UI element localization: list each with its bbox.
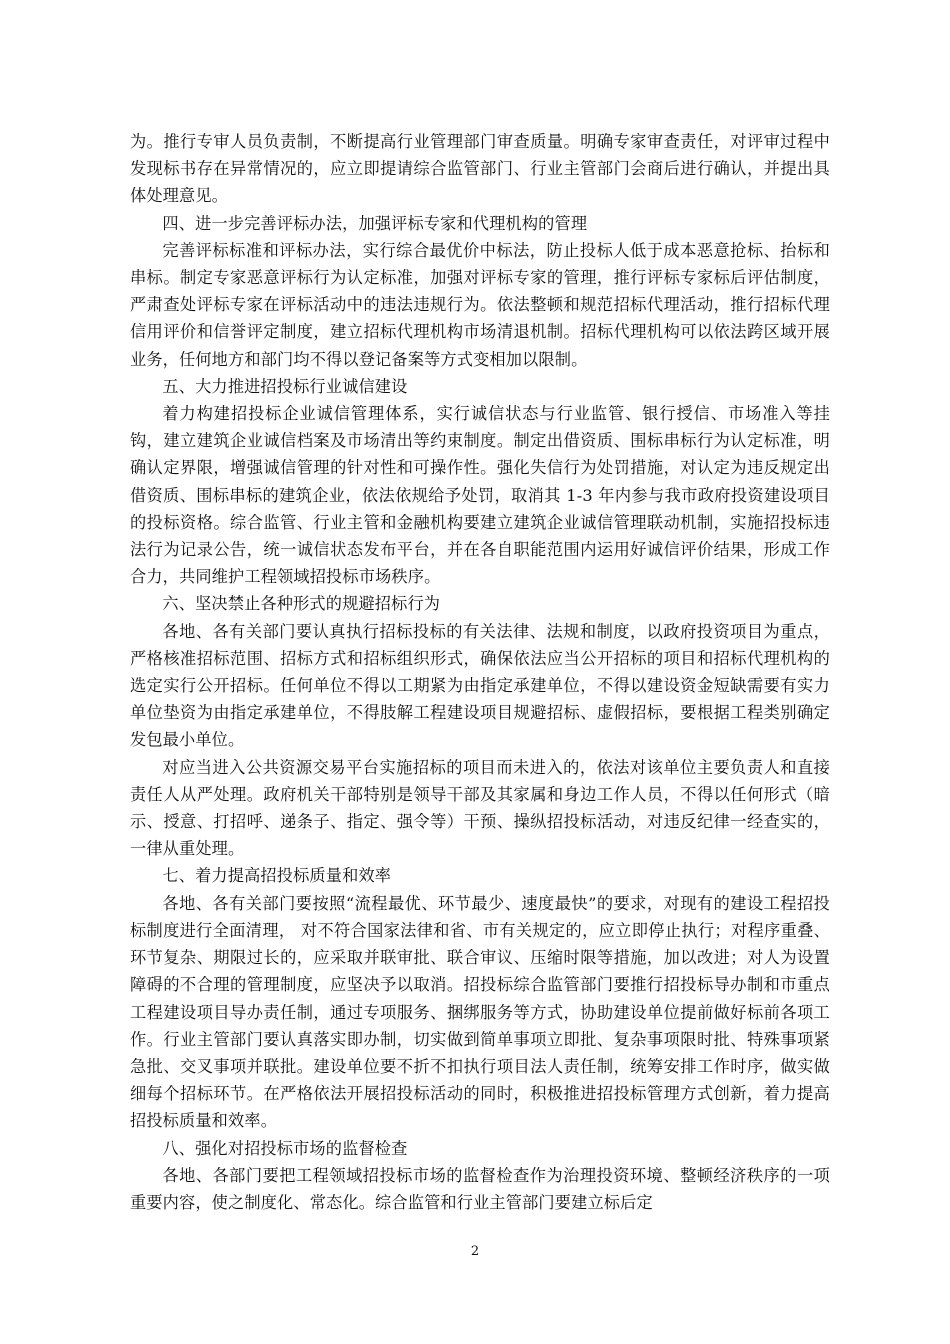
paragraph: 完善评标标准和评标办法，实行综合最优价中标法，防止投标人低于成本恶意抢标、抬标和串标。制定专家恶意评标行为认定标准，加强对评标专家的管理，推行评标专家标后评估制度，严肃查处评标专家在评标活动中的违法违规行为。依法整顿和规范招标代理活动，推行招标代理信用评价和信誉评定制度，建立招标代理机构市场清退机制。招标代理机构可以依法跨区域开展业务，任何地方和部门均不得以登记备案等方式变相加以限制。 (130, 240, 830, 369)
section-heading-4: 四、进一步完善评标办法，加强评标专家和代理机构的管理 (162, 213, 588, 233)
paragraph: 各地、各部门要把工程领域招投标市场的监督检查作为治理投资环境、整顿经济秩序的一项重要内容，使之制度化、常态化。综合监管和行业主管部门要建立标后定 (130, 1165, 830, 1212)
section-heading-7: 七、着力提高招投标质量和效率 (162, 866, 392, 886)
paragraph: 各地、各有关部门要按照“流程最优、环节最少、速度最快”的要求，对现有的建设工程招投标制度进行全面清理， 对不符合国家法律和省、市有关规定的，应立即停止执行；对程序重叠、环节复杂、期限过长的，应采取并联审批、联合审议、压缩时限等措施，加以改进；对人为设置障碍的不合理的管理制度，应坚决予以取消。招投标综合监管部门要推行招投标导办制和市重点工程建设项目导办责任制，通过专项服务、捆绑服务等方式，协助建设单位提前做好标前各项工作。行业主管部门要认真落实即办制，切实做到简单事项立即批、复杂事项限时批、特殊事项紧急批、交叉事项并联批。建设单位要不折不扣执行项目法人责任制，统筹安排工作时序，做实做细每个招标环节。在严格依法开展招投标活动的同时，积极推进招投标管理方式创新，着力提高招投标质量和效率。 (130, 893, 830, 1131)
paragraph: 对应当进入公共资源交易平台实施招标的项目而未进入的，依法对该单位主要负责人和直接责任人从严处理。政府机关干部特别是领导干部及其家属和身边工作人员，不得以任何形式（暗示、授意、打招呼、递条子、指定、强令等）干预、操纵招投标活动，对违反纪律一经查实的，一律从重处理。 (130, 757, 830, 859)
section-heading-8: 八、强化对招投标市场的监督检查 (162, 1138, 408, 1158)
paragraph-continuation: 为。推行专审人员负责制，不断提高行业管理部门审查质量。明确专家审查责任，对评审过程中发现标书存在异常情况的，应立即提请综合监管部门、行业主管部门会商后进行确认，并提出具体处理意见。 (130, 132, 830, 206)
paragraph: 各地、各有关部门要认真执行招标投标的有关法律、法规和制度，以政府投资项目为重点，严格核准招标范围、招标方式和招标组织形式，确保依法应当公开招标的项目和招标代理机构的选定实行公开招标。任何单位不得以工期紧为由指定承建单位，不得以建设资金短缺需要有实力单位垫资为由指定承建单位，不得肢解工程建设项目规避招标、虚假招标，要根据工程类别确定发包最小单位。 (130, 621, 830, 750)
page-number: 2 (470, 1244, 480, 1259)
section-heading-6: 六、坚决禁止各种形式的规避招标行为 (162, 594, 441, 614)
paragraph: 着力构建招投标企业诚信管理体系，实行诚信状态与行业监管、银行授信、市场准入等挂钩，建立建筑企业诚信档案及市场清出等约束制度。制定出借资质、围标串标行为认定标准，明确认定界限，增强诚信管理的针对性和可操作性。强化失信行为处罚措施，对认定为违反规定出借资质、围标串标的建筑企业，依法依规给予处罚，取消其 1-3 年内参与我市政府投资建设项目的投标资格。综合监管、行业主管和金融机构要建立建筑企业诚信管理联动机制，实施招投标违法行为记录公告，统一诚信状态发布平台，并在各自职能范围内运用好诚信评价结果，形成工作合力，共同维护工程领域招投标市场秩序。 (130, 404, 830, 587)
section-heading-5: 五、大力推进招投标行业诚信建设 (162, 376, 408, 396)
document-body (130, 128, 830, 1216)
